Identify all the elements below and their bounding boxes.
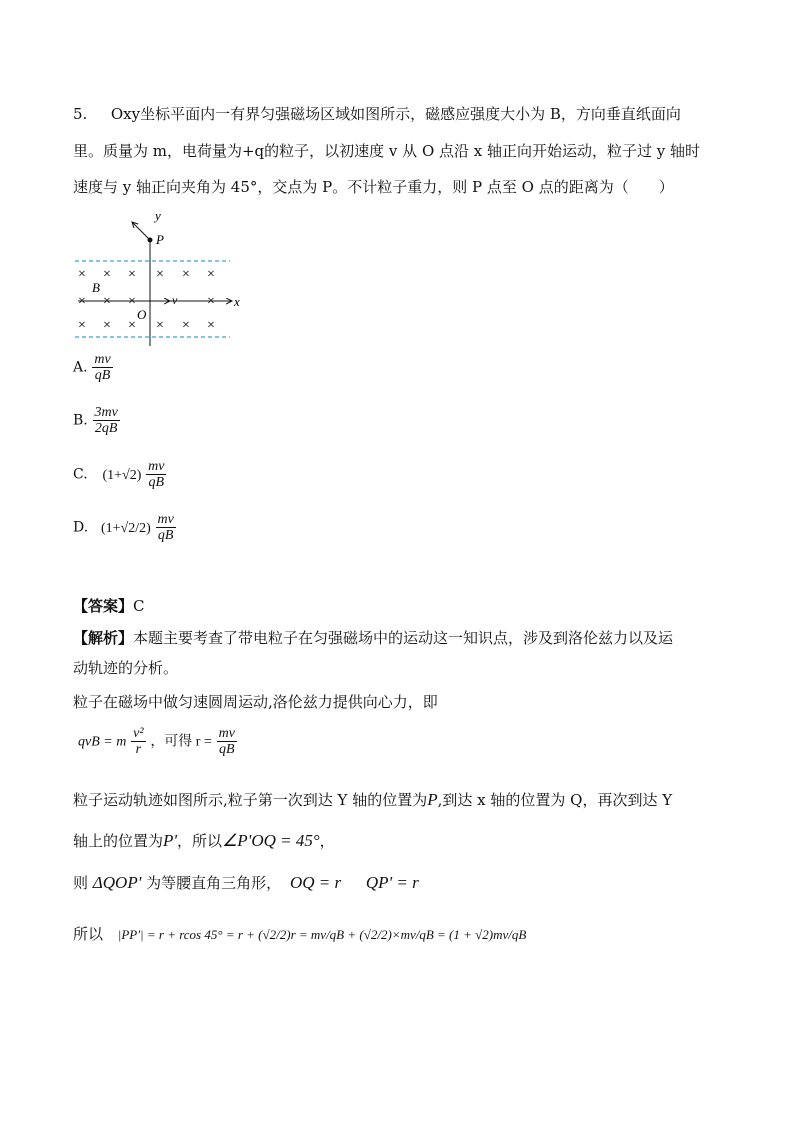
x-axis-label: x bbox=[234, 294, 240, 309]
analysis-text-6b: 为等腰直角三角形， bbox=[146, 874, 282, 892]
option-a[interactable] bbox=[73, 352, 113, 383]
analysis-final-eq: |PP'| = r + rcos 45° = r + (√2/2)r = mv/qB + (√2/2)×mv/qB = (1 + √2)mv/qB bbox=[117, 927, 527, 942]
option-c-prefix: (1+√2) bbox=[102, 467, 142, 483]
analysis-text-4p: P bbox=[427, 790, 438, 809]
analysis-qp-eq: QP' = r bbox=[365, 873, 419, 892]
analysis-text-3: 粒子在磁场中做匀速圆周运动,洛伦兹力提供向心力，即 bbox=[73, 693, 438, 711]
eq1-mid: ，可得 r = bbox=[150, 734, 212, 750]
field-cross: × bbox=[78, 318, 86, 333]
question-line-1 bbox=[73, 104, 681, 124]
field-cross: × bbox=[156, 267, 164, 282]
option-b-fraction: $\frac{3mv}{2qB}$ bbox=[94, 405, 118, 436]
option-c-fraction: $\frac{mv}{qB}$ bbox=[148, 459, 165, 490]
y-axis-label: y bbox=[155, 208, 161, 223]
analysis-line-7 bbox=[73, 924, 526, 945]
option-d[interactable] bbox=[73, 512, 176, 543]
velocity-arrow-at-p bbox=[132, 222, 150, 240]
field-cross: × bbox=[78, 294, 86, 309]
analysis-equation-1 bbox=[78, 726, 237, 757]
question-text-3: 速度与 y 轴正向夹角为 45°，交点为 P。不计粒子重力，则 P 点至 O 点的距离为（ ） bbox=[73, 178, 674, 196]
analysis-text-7a: 所以 bbox=[73, 925, 104, 943]
eq1-left: qvB = m bbox=[78, 734, 127, 750]
question-line-3 bbox=[73, 177, 674, 197]
analysis-text-5p: P' bbox=[163, 831, 178, 850]
analysis-line-3 bbox=[73, 692, 438, 712]
analysis-text-6a: 则 bbox=[73, 874, 89, 892]
analysis-text-4a: 粒子运动轨迹如图所示,粒子第一次到达 Y 轴的位置为 bbox=[73, 791, 428, 809]
analysis-angle: ∠P'OQ = 45° bbox=[222, 831, 320, 850]
field-cross: × bbox=[128, 267, 136, 282]
answer-line bbox=[73, 596, 145, 616]
question-text-1: Oxy坐标平面内一有界匀强磁场区域如图所示，磁感应强度大小为 B，方向垂直纸面向 bbox=[110, 105, 681, 123]
field-cross: × bbox=[207, 294, 215, 309]
analysis-oq-eq: OQ = r bbox=[289, 873, 342, 892]
v-label: v bbox=[172, 293, 178, 307]
option-c-label: C. bbox=[73, 466, 88, 483]
analysis-line-6 bbox=[73, 873, 419, 893]
option-d-prefix: (1+√2/2) bbox=[100, 520, 151, 536]
field-cross: × bbox=[103, 267, 111, 282]
question-text-2: 里。质量为 m，电荷量为+q的粒子，以初速度 v 从 O 点沿 x 轴正向开始运动，粒子过 y 轴时 bbox=[73, 142, 701, 160]
analysis-tag: 【解析】 bbox=[73, 629, 134, 647]
o-label: O bbox=[137, 307, 147, 322]
analysis-text-2: 动轨迹的分析。 bbox=[73, 659, 179, 677]
analysis-triangle: ΔQOP' bbox=[92, 873, 142, 892]
analysis-line-4 bbox=[73, 790, 672, 810]
b-label: B bbox=[92, 280, 100, 295]
question-line-2 bbox=[73, 141, 700, 161]
option-b-label: B. bbox=[73, 412, 88, 429]
eq1-r-fraction: $\frac{mv}{qB}$ bbox=[218, 726, 235, 757]
analysis-line-5 bbox=[73, 831, 335, 851]
analysis-text-4b: ,到达 x 轴的位置为 Q，再次到达 Y bbox=[437, 791, 673, 809]
analysis-text-5c: ， bbox=[319, 832, 335, 850]
analysis-text-5a: 轴上的位置为 bbox=[73, 832, 164, 850]
question-number: 5. bbox=[73, 105, 88, 123]
field-cross: × bbox=[207, 318, 215, 333]
option-b[interactable] bbox=[73, 405, 120, 436]
field-cross: × bbox=[128, 318, 136, 333]
field-cross: × bbox=[78, 267, 86, 282]
analysis-line-2 bbox=[73, 658, 178, 678]
answer-tag: 【答案】 bbox=[73, 597, 134, 615]
field-cross: × bbox=[156, 318, 164, 333]
option-a-fraction: $\frac{mv}{qB}$ bbox=[94, 352, 111, 383]
option-c[interactable] bbox=[73, 459, 166, 490]
field-cross: × bbox=[103, 318, 111, 333]
field-cross: × bbox=[128, 294, 136, 309]
analysis-text-1: 本题主要考查了带电粒子在匀强磁场中的运动这一知识点，涉及到洛伦兹力以及运 bbox=[133, 629, 674, 647]
analysis-text-5b: ，所以 bbox=[177, 832, 223, 850]
magnetic-field-figure bbox=[70, 206, 250, 348]
p-label: P bbox=[156, 232, 164, 247]
answer-value: C bbox=[133, 597, 145, 615]
eq1-fraction: $\frac{\text{v²}}{r}$ bbox=[133, 726, 144, 757]
option-d-label: D. bbox=[73, 519, 89, 536]
field-cross: × bbox=[182, 267, 190, 282]
option-a-label: A. bbox=[73, 359, 88, 376]
point-p bbox=[148, 238, 153, 243]
option-d-fraction: $\frac{mv}{qB}$ bbox=[157, 512, 174, 543]
field-cross: × bbox=[103, 294, 111, 309]
field-cross: × bbox=[207, 267, 215, 282]
analysis-line-1 bbox=[73, 628, 673, 648]
field-cross: × bbox=[182, 318, 190, 333]
